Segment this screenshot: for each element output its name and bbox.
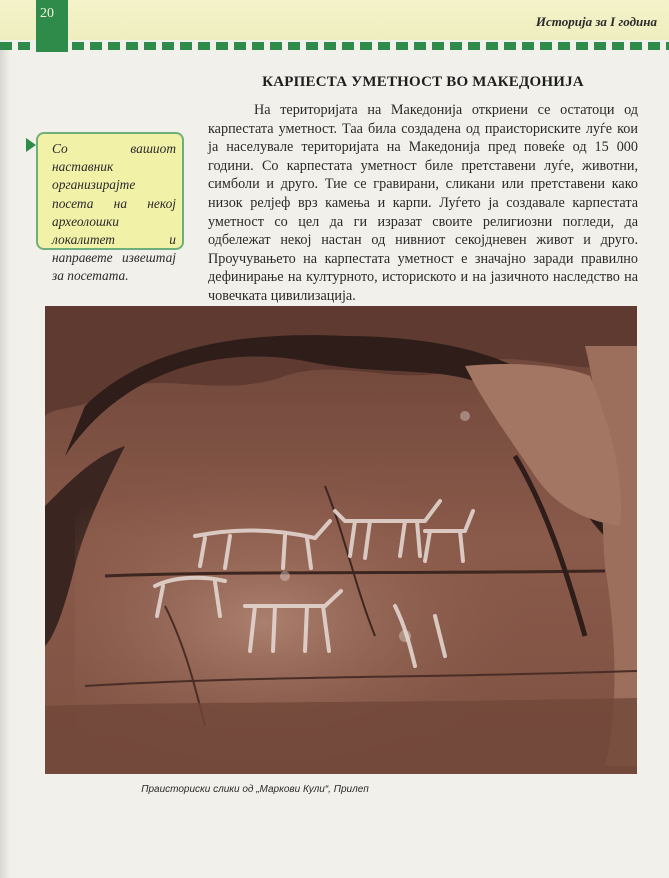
rock-art-photo	[45, 306, 637, 774]
note-arrow-icon	[26, 138, 36, 152]
header-dashed-rule	[0, 42, 669, 50]
rock-art-illustration	[45, 306, 637, 774]
margin-shade	[0, 50, 10, 878]
activity-note-text: Со вашиот наставник организирајте посета на некој археолошки локалитет и направете извештај за посетата.	[52, 141, 176, 284]
activity-note-box	[36, 132, 184, 284]
article-body: На територијата на Македонија откриени се остатоци од карпестата уметност. Таа била создадена од праисториските луѓе кои ја населувале територијата на Македонија пред повеќе од 15 000 години. Со карпестата уметност биле претставени луѓе, животни, симболи и друго. Тие се гравирани, сликани или претставени како низок релјеф врз камења и карпи. Луѓето ја создавале карпестата уметност со цел да ги изразат своите религиозни погледи, да одбележат некој настан од нивниот секојдневен живот и друго. Проучувањето на карпестата уметност е значајно заради правилно дефинирање на културното, историското и на јазичното наследство на човечката цивилизација.	[208, 102, 638, 304]
article-heading: КАРПЕСТА УМЕТНОСТ ВО МАКЕДОНИЈА	[262, 74, 584, 90]
figure-caption: Праисториски слики од „Маркови Кули“, Прилеп	[141, 784, 369, 795]
running-title: Историја за I година	[535, 14, 657, 29]
page-number: 20	[40, 6, 54, 21]
